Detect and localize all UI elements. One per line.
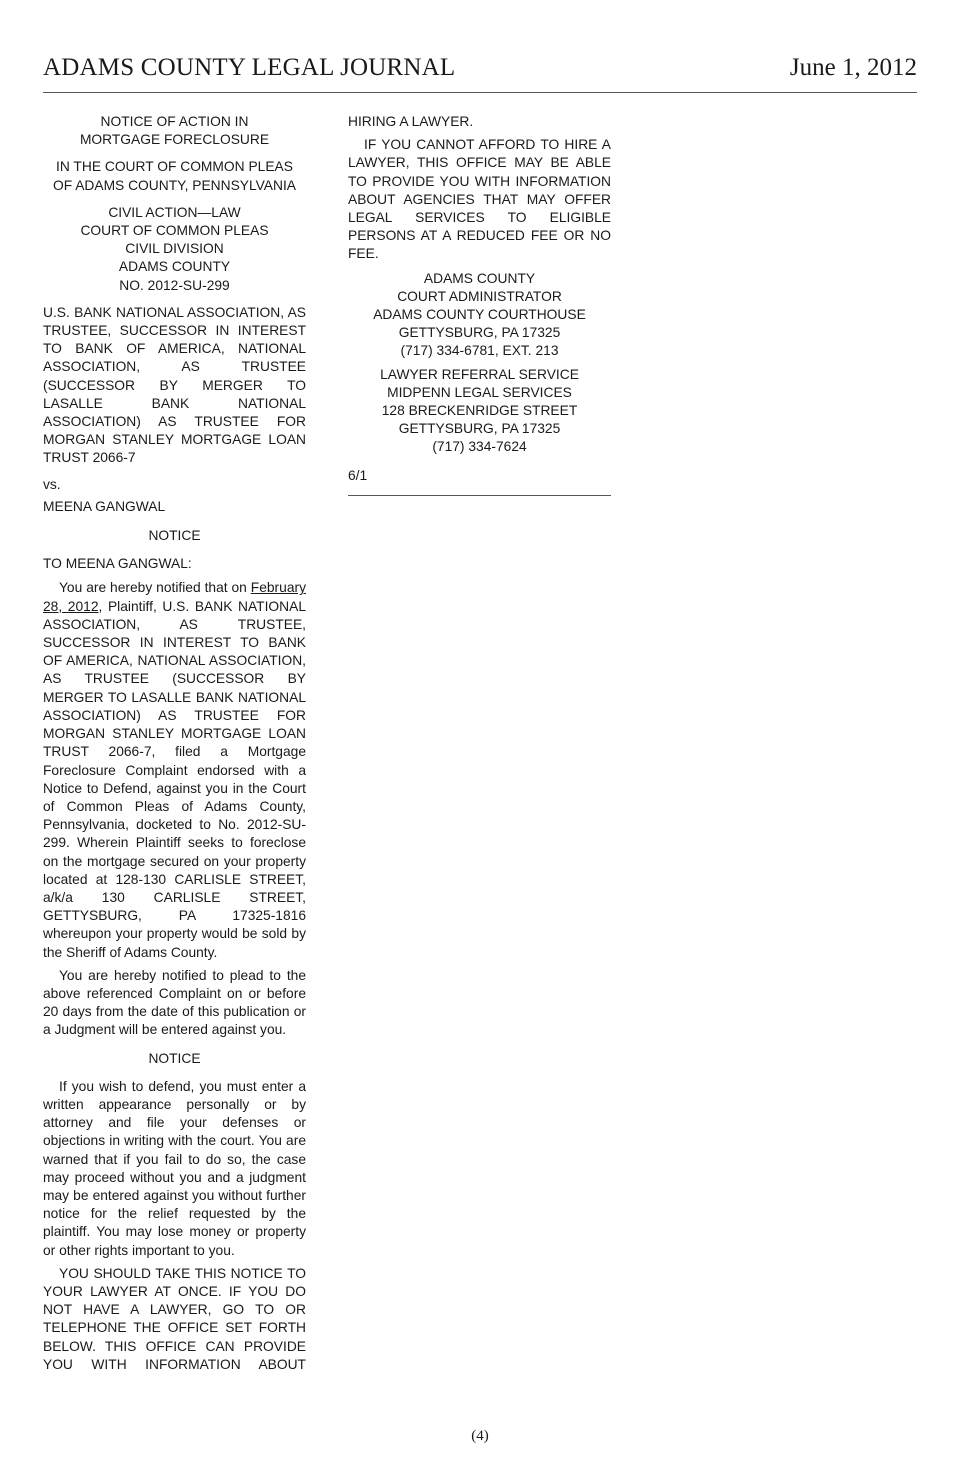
court-admin-line-1: ADAMS COUNTY [423, 270, 536, 286]
court-admin-line-2: COURT ADMINISTRATOR [397, 288, 562, 304]
left-column [43, 113, 306, 1379]
court-admin-phone: (717) 334-6781, EXT. 213 [400, 343, 559, 359]
versus: vs. [43, 476, 61, 492]
notice-paragraph-3: If you wish to defend, you must enter a written appearance personally or by attorney and file your defenses or objections in writing with the court. You are warned that if you fail to do so, the case may proceed without you and a judgment may be entered against you without further notice for the relief requested by the plaintiff. You may lose money or property or other rights important to you. [43, 1078, 306, 1258]
notice-paragraph-1 [43, 579, 306, 961]
court-admin-line-4: GETTYSBURG, PA 17325 [398, 325, 561, 341]
notice-title-line-1: NOTICE OF ACTION IN [100, 114, 249, 129]
notice-title-line-2: MORTGAGE FORECLOSURE [79, 132, 270, 148]
case-number: NO. 2012-SU-299 [119, 277, 230, 293]
lawyer-referral-line-1: LAWYER REFERRAL SERVICE [380, 366, 579, 382]
court-heading-line-1: IN THE COURT OF COMMON PLEAS [56, 159, 293, 175]
case-caption-line-4: ADAMS COUNTY [118, 259, 231, 275]
defendant-name: MEENA GANGWAL [43, 498, 166, 514]
right-column [348, 0, 611, 131]
publication-date: 6/1 [348, 467, 368, 483]
filing-date: February 28, 2012 [43, 580, 306, 614]
court-heading-line-2: OF ADAMS COUNTY, PENNSYLVANIA [52, 177, 297, 193]
court-admin-line-3: ADAMS COUNTY COURTHOUSE [373, 307, 586, 323]
notice-heading-2: NOTICE [148, 1050, 201, 1066]
lawyer-referral-line-4: GETTYSBURG, PA 17325 [398, 421, 561, 437]
notice-paragraph-4: YOU SHOULD TAKE THIS NOTICE TO YOUR LAWYER AT ONCE. IF YOU DO NOT HAVE A LAWYER, GO TO OR TELEPHONE THE OFFICE SET FORTH BELOW. THIS OFFICE CAN PROVIDE YOU WITH INFORMATION ABOUT [43, 1265, 306, 1372]
notice-paragraph-2: You are hereby notified to plead to the above referenced Complaint on or before 20 days from the date of this publication or a Judgment will be entered against you. [43, 967, 306, 1038]
right-column-lower [348, 136, 611, 496]
case-caption-line-2: COURT OF COMMON PLEAS [80, 223, 269, 239]
lawyer-referral-line-2: MIDPENN LEGAL SERVICES [387, 384, 572, 400]
lawyer-referral-phone: (717) 334-7624 [432, 439, 527, 455]
notice-paragraph-1-rest: , Plaintiff, U.S. BANK NATIONAL ASSOCIATION, AS TRUSTEE, SUCCESSOR IN INTEREST TO BANK OF AMERICA, NATIONAL ASSOCIATION, AS TRUSTEE (SUCCESSOR BY MERGER TO LASALLE BANK NATIONAL ASSOCIATION) AS TRUSTEE FOR MORGAN STANLEY MORTGAGE LOAN TRUST 2066-7, filed a Mortgage Foreclosure Complaint endorsed with a Notice to Defend, against you in the Court of Common Pleas of Adams County, Pennsylvania, docketed to No. 2012-SU-299. Wherein Plaintiff seeks to foreclose on the mortgage secured on your property located at 128-130 CARLISLE STREET, a/k/a 130 CARLISLE STREET, GETTYSBURG, PA 17325-1816 whereupon your property would be sold by the Sheriff of Adams County. [43, 598, 306, 960]
continued-text-mask [348, 113, 611, 131]
end-rule [348, 495, 611, 496]
court-administrator-block [348, 270, 611, 361]
lawyer-referral-line-3: 128 BRECKENRIDGE STREET [381, 403, 578, 419]
journal-title: ADAMS COUNTY LEGAL JOURNAL [43, 54, 456, 81]
lawyer-referral-block [348, 366, 611, 457]
issue-date: June 1, 2012 [789, 54, 917, 81]
notice-paragraph-1-start: You are hereby notified that on [59, 580, 251, 596]
plaintiff-name: U.S. BANK NATIONAL ASSOCIATION, AS TRUSTEE, SUCCESSOR IN INTEREST TO BANK OF AMERICA, NATIONAL ASSOCIATION, AS TRUSTEE (SUCCESSOR BY MERGER TO LASALLE BANK NATIONAL ASSOCIATION) AS TRUSTEE FOR MORGAN STANLEY MORTGAGE LOAN TRUST 2066-7 [43, 304, 306, 466]
case-caption-line-1: CIVIL ACTION—LAW [108, 204, 241, 220]
notice-paragraph-5: IF YOU CANNOT AFFORD TO HIRE A LAWYER, THIS OFFICE MAY BE ABLE TO PROVIDE YOU WITH INFORMATION ABOUT AGENCIES THAT MAY OFFER LEGAL SERVICES TO ELIGIBLE PERSONS AT A REDUCED FEE OR NO FEE. [348, 137, 611, 262]
court-heading [43, 158, 306, 194]
notice-paragraph-4-continued: HIRING A LAWYER. [348, 114, 474, 130]
case-caption [43, 204, 306, 295]
case-caption-line-3: CIVIL DIVISION [125, 241, 224, 257]
page-number: (4) [471, 1428, 489, 1444]
addressee-line: TO MEENA GANGWAL: [43, 556, 192, 572]
notice-title [43, 113, 306, 149]
notice-heading: NOTICE [148, 528, 201, 544]
